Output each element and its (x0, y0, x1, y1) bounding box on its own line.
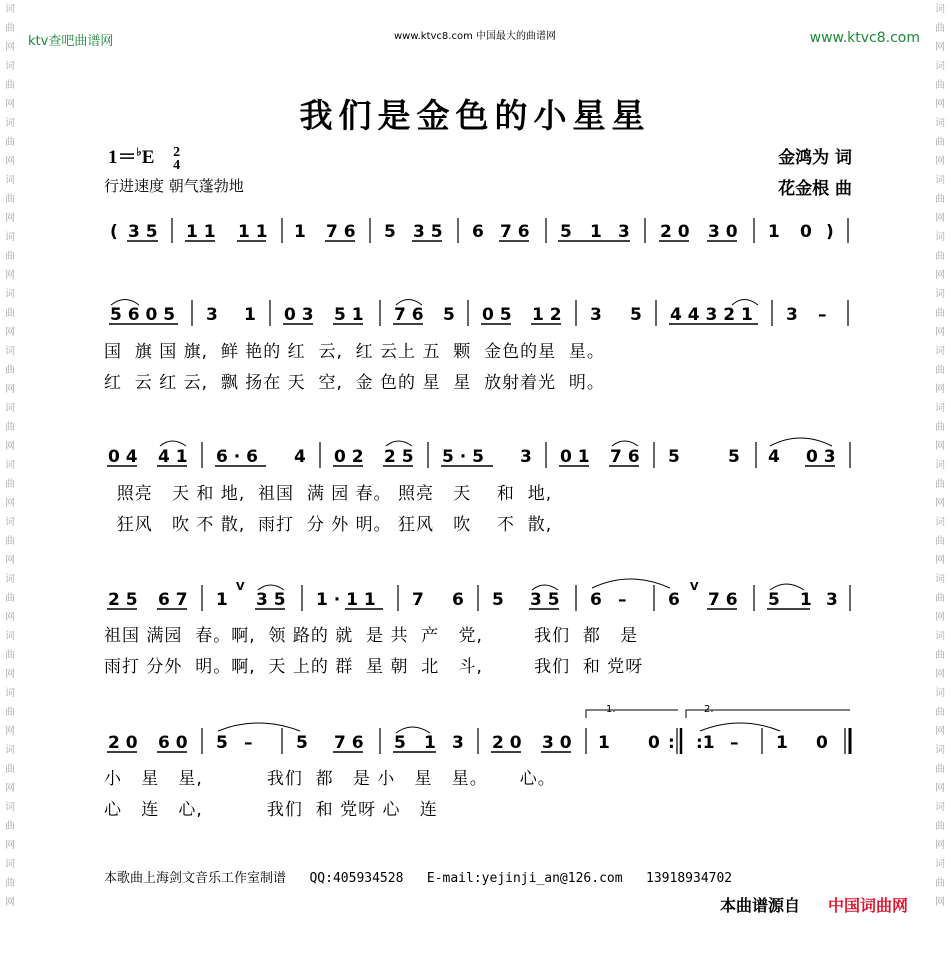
svg-text:3 5: 3 5 (128, 222, 158, 242)
tempo-marking: 行进速度 朝气蓬勃地 (104, 177, 244, 195)
svg-text:7: 7 (412, 590, 424, 610)
svg-text:3: 3 (452, 733, 464, 753)
svg-text:6: 6 (452, 590, 464, 610)
svg-text:1 1: 1 1 (186, 222, 216, 242)
svg-text:7 6: 7 6 (708, 590, 738, 610)
svg-text:3: 3 (786, 305, 798, 325)
svg-text:5 1: 5 1 (334, 305, 364, 325)
svg-text:–: – (244, 733, 253, 753)
svg-text:3: 3 (826, 590, 838, 610)
svg-text:V: V (690, 580, 699, 593)
svg-text:3: 3 (520, 447, 532, 467)
svg-text:5: 5 (394, 733, 406, 753)
svg-text:4 4 3 2 1: 4 4 3 2 1 (670, 305, 753, 325)
svg-text:6: 6 (472, 222, 484, 242)
svg-text:3: 3 (618, 222, 630, 242)
lyrics-row3-verse2: 狂风 吹 不 散, 雨打 分 外 明。 狂风 吹 不 散, (104, 515, 553, 535)
svg-text:7 6: 7 6 (326, 222, 356, 242)
key-prefix: 1＝ (108, 147, 137, 168)
svg-text:7 6: 7 6 (394, 305, 424, 325)
svg-text:1: 1 (776, 733, 788, 753)
svg-text:3 5: 3 5 (256, 590, 286, 610)
svg-text:0 5: 0 5 (482, 305, 512, 325)
svg-text:2 0: 2 0 (108, 733, 138, 753)
svg-text:V: V (236, 580, 245, 593)
flat-icon: ♭ (136, 146, 142, 159)
svg-text:4: 4 (294, 447, 306, 467)
svg-text:(: ( (110, 222, 118, 242)
svg-text:): ) (826, 222, 834, 242)
watermark-left: 词曲网词曲网词曲网词曲网词曲网词曲网词曲网词曲网词曲网词曲网词曲网词曲网词曲网词曲网词曲网词曲网 (5, 4, 15, 908)
svg-text:6 · 6: 6 · 6 (216, 447, 258, 467)
composer: 花金根 曲 (778, 179, 852, 199)
svg-text:2 5: 2 5 (384, 447, 414, 467)
source-site-link[interactable]: 中国词曲网 (828, 896, 909, 915)
svg-text:6 7: 6 7 (158, 590, 188, 610)
svg-text:5 · 5: 5 · 5 (442, 447, 484, 467)
time-bottom: 4 (173, 157, 181, 173)
svg-text:2 0: 2 0 (492, 733, 522, 753)
svg-text:–: – (818, 305, 827, 325)
svg-text::1: :1 (696, 733, 715, 753)
key-letter: E (141, 147, 155, 168)
svg-text:1 2: 1 2 (532, 305, 562, 325)
svg-text:1: 1 (424, 733, 436, 753)
svg-text:3: 3 (590, 305, 602, 325)
svg-text:1: 1 (216, 590, 228, 610)
lyrics-row3-verse1: 照亮 天 和 地, 祖国 满 园 春。 照亮 天 和 地, (104, 484, 553, 504)
svg-text:7 6: 7 6 (610, 447, 640, 467)
svg-text:0: 0 (800, 222, 812, 242)
svg-text:5: 5 (560, 222, 572, 242)
svg-text:3: 3 (206, 305, 218, 325)
svg-text:0 1: 0 1 (560, 447, 590, 467)
svg-text:0: 0 (816, 733, 828, 753)
svg-text:5: 5 (630, 305, 642, 325)
svg-text:2.: 2. (704, 704, 714, 715)
svg-text:1 · 1 1: 1 · 1 1 (316, 590, 376, 610)
svg-text:5: 5 (296, 733, 308, 753)
source-label: 本曲谱源自 (720, 896, 801, 915)
footer-credits: 本歌曲上海剑文音乐工作室制谱 QQ:405934528 E-mail:yejinji_an@126.com 13918934702 (104, 871, 733, 886)
svg-text:0 4: 0 4 (108, 447, 138, 467)
svg-text:5: 5 (728, 447, 740, 467)
lyrics-row2-verse1: 国 旗 国 旗, 鲜 艳的 红 云, 红 云上 五 颗 金色的星 星。 (104, 342, 605, 362)
svg-text:3 0: 3 0 (542, 733, 572, 753)
score-row-5 (107, 704, 850, 754)
svg-text:5: 5 (384, 222, 396, 242)
header-site-left[interactable]: ktv查吧曲谱网 (28, 34, 114, 49)
svg-text:1: 1 (598, 733, 610, 753)
lyrics-row4-verse2: 雨打 分外 明。啊, 天 上的 群 星 朝 北 斗, 我们 和 党呀 (104, 657, 644, 677)
svg-text:7 6: 7 6 (500, 222, 530, 242)
score-row-3 (107, 438, 850, 468)
svg-text:1: 1 (800, 590, 812, 610)
lyricist: 金鸿为 词 (778, 148, 852, 168)
svg-text:2 0: 2 0 (660, 222, 690, 242)
svg-text:5: 5 (768, 590, 780, 610)
svg-text:5 6 0 5: 5 6 0 5 (110, 305, 176, 325)
svg-text::: : (668, 733, 675, 753)
lyrics-row2-verse2: 红 云 红 云, 飘 扬在 天 空, 金 色的 星 星 放射着光 明。 (104, 373, 605, 393)
svg-text:0 3: 0 3 (806, 447, 836, 467)
svg-text:5: 5 (668, 447, 680, 467)
svg-text:1: 1 (768, 222, 780, 242)
time-top: 2 (173, 144, 181, 160)
svg-text:–: – (730, 733, 739, 753)
svg-text:1: 1 (244, 305, 256, 325)
svg-text:3 5: 3 5 (530, 590, 560, 610)
svg-text:0 3: 0 3 (284, 305, 314, 325)
svg-text:3 5: 3 5 (413, 222, 443, 242)
header-site-right[interactable]: www.ktvc8.com (809, 30, 920, 46)
svg-text:1.: 1. (606, 704, 616, 715)
svg-text:5: 5 (492, 590, 504, 610)
svg-text:2 5: 2 5 (108, 590, 138, 610)
svg-text:1: 1 (294, 222, 306, 242)
watermark-right: 词曲网词曲网词曲网词曲网词曲网词曲网词曲网词曲网词曲网词曲网词曲网词曲网词曲网词曲网词曲网词曲网 (935, 4, 945, 908)
lyrics-row4-verse1: 祖国 满园 春。啊, 领 路的 就 是 共 产 党, 我们 都 是 (104, 626, 639, 646)
svg-text:6 0: 6 0 (158, 733, 188, 753)
song-title: 我们是金色的小星星 (299, 96, 651, 135)
score-row-4 (107, 579, 850, 611)
lyrics-row5-verse1: 小 星 星, 我们 都 是 小 星 星。 心。 (104, 769, 556, 789)
svg-text:3 0: 3 0 (708, 222, 738, 242)
svg-text:0 2: 0 2 (334, 447, 364, 467)
svg-text:6: 6 (668, 590, 680, 610)
svg-text:4: 4 (768, 447, 780, 467)
score-row-2 (109, 300, 848, 327)
score-row-1 (110, 218, 848, 243)
svg-text:7 6: 7 6 (334, 733, 364, 753)
header-center-text: www.ktvc8.com 中国最大的曲谱网 (393, 31, 556, 42)
svg-text:–: – (618, 590, 627, 610)
lyrics-row5-verse2: 心 连 心, 我们 和 党呀 心 连 (104, 800, 438, 820)
svg-text:1: 1 (590, 222, 602, 242)
svg-text:5: 5 (443, 305, 455, 325)
svg-text:0: 0 (648, 733, 660, 753)
svg-text:1 1: 1 1 (238, 222, 268, 242)
svg-text:6: 6 (590, 590, 602, 610)
svg-text:4 1: 4 1 (158, 447, 188, 467)
svg-text:5: 5 (216, 733, 228, 753)
